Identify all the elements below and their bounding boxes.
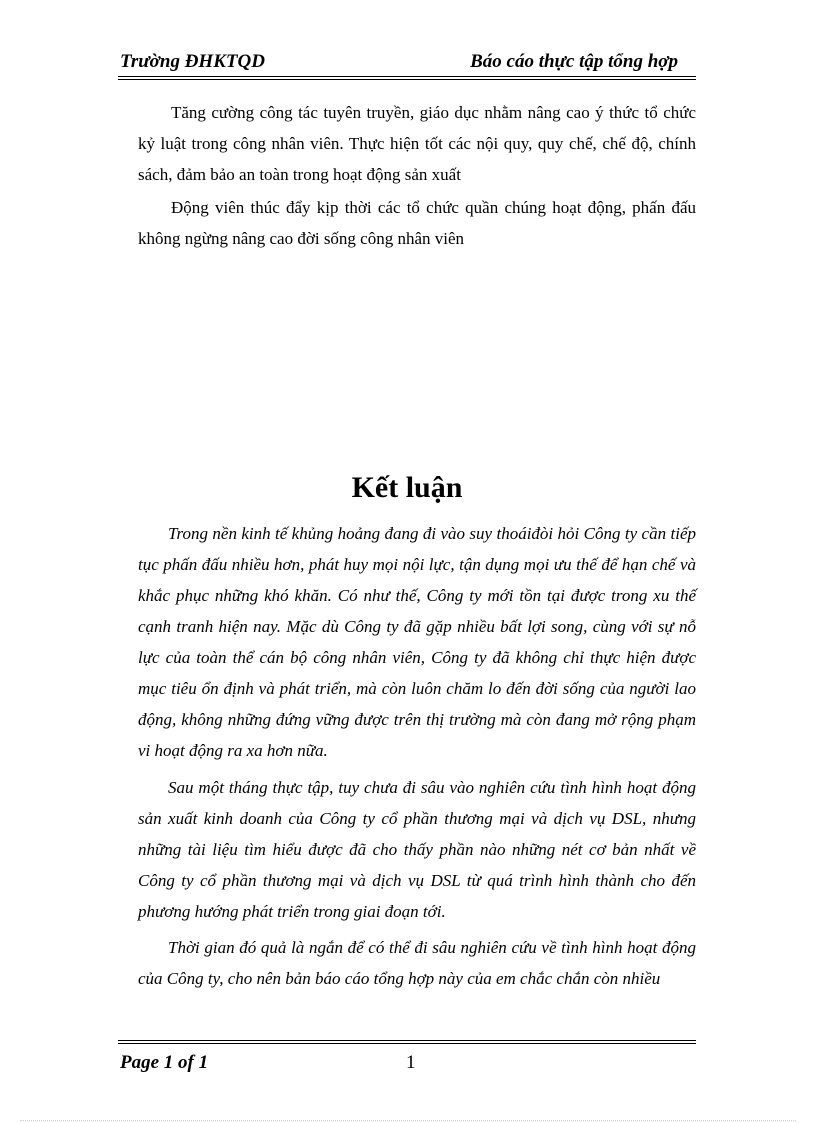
- conclusion-paragraph-3: Thời gian đó quả là ngắn để có thể đi sâu nghiên cứu về tình hình hoạt động của Công ty, cho nên bản báo cáo tổng hợp này của em chắc chắn còn nhiều: [138, 938, 696, 988]
- header-rule: [118, 76, 696, 77]
- page-header: [118, 50, 696, 78]
- header-school-name: Trường ĐHKTQD: [120, 51, 265, 72]
- body-paragraph-2: Động viên thúc đẩy kịp thời các tổ chức quần chúng hoạt động, phấn đấu không ngừng nâng cao đời sống công nhân viên: [138, 198, 696, 248]
- conclusion-paragraph-1: Trong nền kinh tế khủng hoảng đang đi vào suy thoáiđòi hỏi Công ty cần tiếp tục phấn đấu nhiều hơn, phát huy mọi nội lực, tận dụng mọi ưu thế để hạn chế và khắc phục những khó khăn. Có như thế, Công ty mới tồn tại được trong xu thế cạnh tranh hiện nay. Mặc dù Công ty đã gặp nhiều bất lợi song, cùng với sự nỗ lực của toàn thể cán bộ công nhân viên, Công ty đã không chỉ thực hiện được mục tiêu ổn định và phát triển, mà còn luôn chăm lo đến đời sống của người lao động, không những đứng vững được trên thị trường mà còn đang mở rộng phạm vi hoạt động ra xa hơn nữa.: [138, 524, 696, 760]
- header-rule-double: [118, 79, 696, 80]
- footer-rule: [118, 1040, 696, 1041]
- footer-page-number: 1: [406, 1052, 416, 1073]
- header-report-title: Báo cáo thực tập tổng hợp: [470, 51, 678, 72]
- page-bottom-border: [20, 1120, 796, 1121]
- page-footer: [118, 1040, 696, 1080]
- footer-page-info: Page 1 of 1: [120, 1052, 209, 1073]
- footer-rule-double: [118, 1043, 696, 1044]
- body-paragraph-1: Tăng cường công tác tuyên truyền, giáo dục nhằm nâng cao ý thức tổ chức kỷ luật trong công nhân viên. Thực hiện tốt các nội quy, quy chế, chế độ, chính sách, đảm bảo an toàn trong hoạt động sản xuất: [138, 103, 696, 184]
- conclusion-paragraph-2: Sau một tháng thực tập, tuy chưa đi sâu vào nghiên cứu tình hình hoạt động sản xuất kinh doanh của Công ty cổ phần thương mại và dịch vụ DSL, nhưng những tài liệu tìm hiểu được đã cho thấy phần nào những nét cơ bản nhất về Công ty cổ phần thương mại và dịch vụ DSL từ quá trình hình thành cho đến phương hướng phát triển trong giai đoạn tới.: [138, 778, 696, 921]
- section-title: Kết luận: [351, 471, 463, 504]
